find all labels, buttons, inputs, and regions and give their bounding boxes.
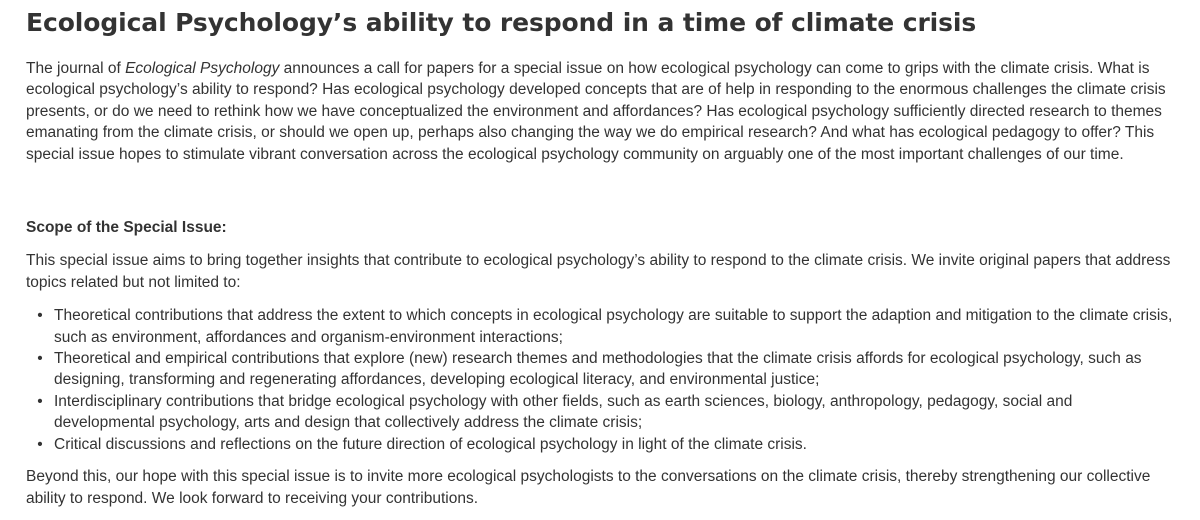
list-item — [37, 305, 1176, 348]
scope-heading: Scope of the Special Issue: — [26, 219, 227, 237]
bullet-icon: • — [37, 350, 43, 368]
closing-paragraph: Beyond this, our hope with this special issue is to invite more ecological psychologists to the conversations on the climate crisis, thereby strengthening our collective ability to respond. We look forward to receiving your contributions. — [26, 468, 1151, 507]
list-item-text: Critical discussions and reflections on the future direction of ecological psychology in light of the climate crisis. — [54, 435, 807, 453]
topics-list — [26, 305, 1176, 455]
list-item — [37, 434, 1176, 455]
list-item-text: Theoretical contributions that address the extent to which concepts in ecological psychology are suitable to support the adaption and mitigation to the climate crisis, such as environment, affordances and organism-environment interactions; — [54, 307, 1173, 346]
page-title: Ecological Psychology’s ability to respond in a time of climate crisis — [26, 8, 977, 37]
scope-paragraph: This special issue aims to bring together insights that contribute to ecological psychology’s ability to respond to the climate crisis. We invite original papers that address topics related but not limited to: — [26, 252, 1171, 291]
list-item — [37, 391, 1176, 434]
intro-body: announces a call for papers for a special issue on how ecological psychology can come to grips with the climate crisis. What is ecological psychology’s ability to respond? Has ecological psychology developed concepts that are of help in responding to the enormous challenges the climate crisis presents, or do we need to rethink how we have conceptualized the environment and affordances? Has ecological psychology sufficiently directed research to themes emanating from the climate crisis, or should we open up, perhaps also changing the way we do empirical research? And what has ecological pedagogy to offer? This special issue hopes to stimulate vibrant conversation across the ecological psychology community on arguably one of the most important challenges of our time. — [26, 60, 1166, 163]
journal-name: Ecological Psychology — [125, 60, 280, 77]
list-item-text: Theoretical and empirical contributions that explore (new) research themes and methodologies that the climate crisis affords for ecological psychology, such as designing, transforming and regenerating affordances, developing ecological literacy, and environmental justice; — [54, 350, 1142, 389]
list-item-text: Interdisciplinary contributions that bridge ecological psychology with other fields, such as earth sciences, biology, anthropology, pedagogy, social and developmental psychology, arts and design that collectively address the climate crisis; — [54, 392, 1073, 432]
bullet-icon: • — [37, 435, 43, 453]
intro-paragraph — [26, 58, 1176, 165]
intro-prefix: The journal of — [26, 60, 126, 77]
bullet-icon: • — [37, 307, 43, 325]
list-item — [37, 348, 1176, 391]
bullet-icon: • — [37, 392, 43, 410]
